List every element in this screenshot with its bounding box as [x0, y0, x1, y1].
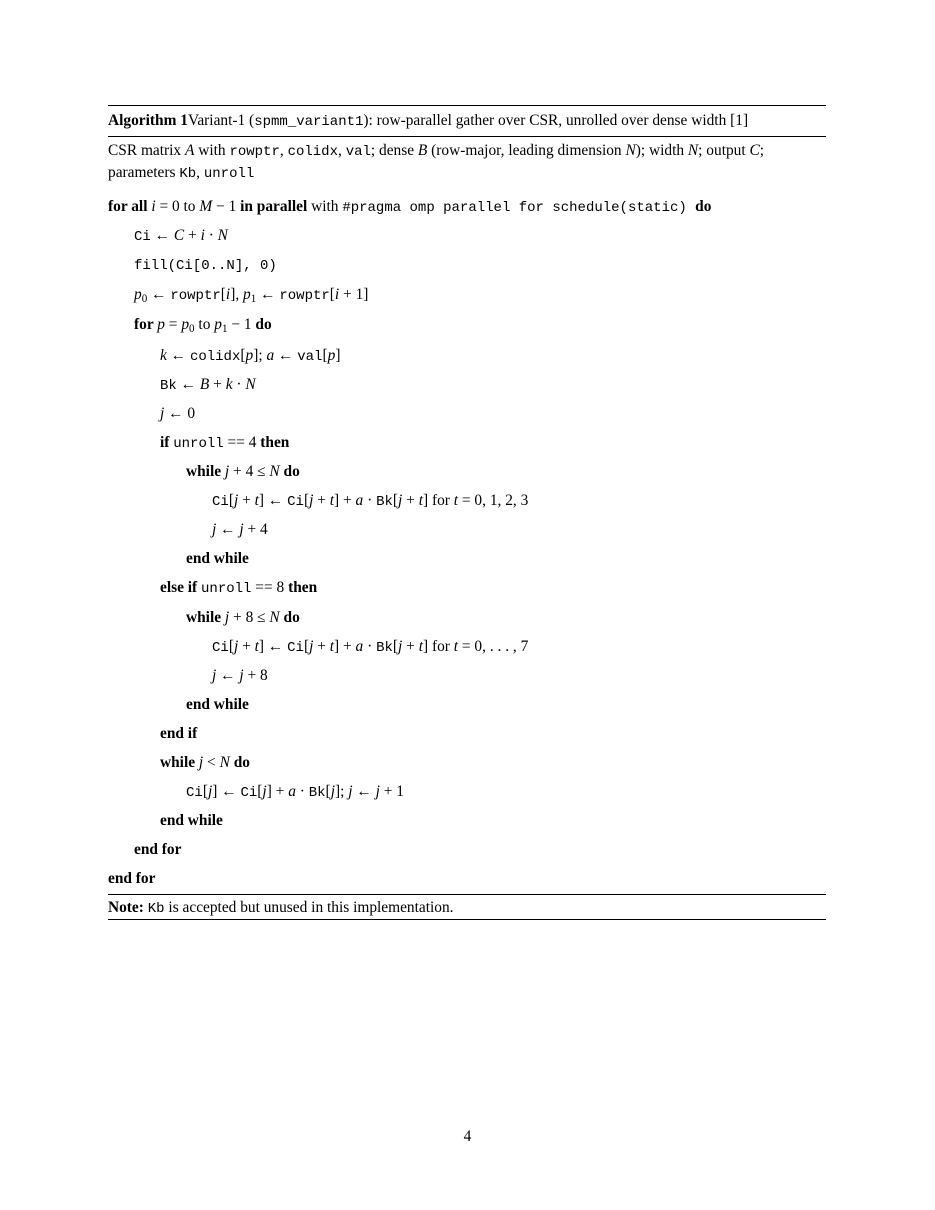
algorithm-token: Ci	[240, 784, 258, 801]
algorithm-token: with	[311, 198, 343, 216]
algorithm-token: Ci	[134, 229, 151, 246]
algorithm-line-p0-p1	[134, 280, 826, 311]
algorithm-token: j	[398, 492, 403, 510]
algorithm-token: a	[355, 492, 364, 510]
note-text: is accepted but unused in this implementation.	[164, 898, 454, 916]
algorithm-token: j	[262, 782, 267, 800]
algorithm-token: p	[214, 316, 222, 334]
algorithm-token: +	[238, 637, 255, 655]
algorithm-caption-ref: [1]	[730, 112, 749, 129]
algorithm-token: j	[348, 782, 353, 800]
algorithm-token: [	[257, 782, 263, 800]
algorithm-block	[108, 105, 826, 920]
algorithm-token: N	[269, 463, 280, 481]
algorithm-token: + 8	[243, 666, 268, 684]
algorithm-token: ] for	[422, 492, 454, 510]
algorithm-token: for all	[108, 198, 152, 216]
algorithm-token: +	[313, 492, 330, 510]
algorithm-token: j	[239, 521, 244, 539]
preamble-code-rowptr: rowptr	[229, 143, 280, 160]
preamble-part8: ;	[698, 141, 703, 159]
algorithm-token: j	[375, 782, 380, 800]
algorithm-token: t	[453, 492, 459, 510]
algorithm-line-end-if	[160, 719, 826, 748]
algorithm-token: k	[160, 346, 167, 364]
algorithm-token: end while	[160, 812, 223, 830]
algorithm-token: ←	[216, 521, 240, 539]
preamble-dim-n2: N	[687, 141, 699, 159]
algorithm-token: [	[228, 492, 234, 510]
algorithm-token: ←	[176, 375, 200, 393]
algorithm-token: j	[309, 637, 314, 655]
algorithm-token: t	[453, 637, 459, 655]
algorithm-line-forall-i	[108, 193, 826, 222]
algorithm-token: j	[207, 782, 213, 800]
algorithm-token: + 4	[243, 521, 268, 539]
note-code: Kb	[147, 900, 165, 917]
algorithm-token: j	[398, 637, 403, 655]
algorithm-token: [	[325, 782, 331, 800]
algorithm-token: Bk	[308, 784, 326, 801]
algorithm-token: [	[392, 637, 399, 655]
algorithm-caption-code: spmm_variant1	[254, 114, 364, 130]
algorithm-token: 1	[221, 323, 228, 336]
algorithm-token: unroll	[201, 581, 252, 598]
preamble-matrix-c: C	[749, 141, 760, 159]
algorithm-token: ·	[204, 227, 218, 245]
algorithm-line-end-while-tail	[160, 807, 826, 836]
preamble-part11: ,	[196, 164, 204, 182]
algorithm-token: Bk	[376, 494, 393, 511]
algorithm-token: ·	[363, 492, 377, 510]
algorithm-line-while-j8	[186, 603, 826, 632]
algorithm-token: to	[183, 198, 200, 216]
algorithm-line-end-while-8	[186, 690, 826, 719]
algorithm-token: p	[245, 346, 254, 364]
algorithm-token: t	[418, 492, 423, 510]
algorithm-token: ]	[335, 346, 341, 364]
algorithm-token: ] for	[422, 637, 454, 655]
preamble-part2: with	[194, 141, 230, 159]
algorithm-token: to	[194, 316, 215, 334]
algorithm-token: ←	[150, 227, 174, 245]
algorithm-bottom-rule	[108, 919, 826, 920]
algorithm-token: j	[330, 782, 335, 800]
algorithm-token: +	[402, 492, 419, 510]
algorithm-token: ];	[253, 346, 267, 364]
algorithm-line-j-zero	[160, 400, 826, 429]
note-label: Note:	[108, 898, 144, 916]
algorithm-token: do	[233, 753, 250, 771]
algorithm-token: + 8 ≤	[229, 608, 270, 626]
algorithm-token: j	[224, 608, 230, 626]
algorithm-token: p	[157, 316, 165, 334]
algorithm-token: Ci	[186, 784, 203, 801]
algorithm-token: i	[334, 285, 340, 303]
algorithm-token: then	[288, 579, 318, 597]
algorithm-token: == 8	[251, 579, 289, 597]
algorithm-token: do	[283, 463, 300, 481]
algorithm-token: i	[225, 285, 231, 303]
preamble-code-colidx: colidx	[287, 143, 338, 160]
algorithm-token: + 1]	[339, 285, 369, 303]
algorithm-caption-label: Algorithm 1	[108, 112, 188, 129]
algorithm-line-ci-update-tail	[186, 777, 826, 806]
algorithm-token: a	[266, 346, 275, 364]
preamble-code-val: val	[345, 143, 371, 160]
algorithm-token: [	[322, 346, 328, 364]
algorithm-token: ←	[147, 285, 171, 303]
algorithm-token: j	[309, 492, 314, 510]
algorithm-token: +	[209, 375, 226, 393]
preamble-matrix-b: B	[417, 141, 428, 159]
algorithm-token: +	[313, 637, 330, 655]
algorithm-token: == 4	[223, 434, 261, 452]
algorithm-note	[108, 895, 826, 919]
algorithm-line-while-j-lt-n	[160, 748, 826, 777]
preamble-part4: ,	[337, 141, 346, 159]
algorithm-token: ];	[334, 782, 349, 800]
preamble-part9: output	[706, 141, 750, 159]
algorithm-token: ] ←	[258, 492, 288, 510]
algorithm-token: C	[173, 227, 185, 245]
algorithm-token: ] +	[334, 637, 356, 655]
algorithm-token: ←	[166, 346, 190, 364]
algorithm-token: ] ←	[258, 637, 288, 655]
algorithm-token: t	[254, 492, 259, 510]
algorithm-token: + 1	[379, 782, 404, 800]
page-number: 4	[463, 1128, 472, 1145]
algorithm-token: rowptr	[170, 287, 221, 304]
algorithm-token: ] ←	[212, 782, 241, 800]
algorithm-token: Bk	[376, 639, 393, 656]
preamble-dim-n: N	[625, 141, 636, 159]
algorithm-token: t	[254, 637, 259, 655]
preamble-part6: (row-major, leading dimension	[427, 141, 626, 159]
algorithm-line-while-j4	[186, 458, 826, 487]
algorithm-line-j-inc-8	[212, 661, 826, 690]
algorithm-line-ci-update-8	[212, 632, 826, 661]
algorithm-token: i	[151, 198, 156, 216]
algorithm-token: a	[288, 782, 296, 800]
algorithm-token: ←	[352, 782, 376, 800]
algorithm-token: while	[186, 608, 225, 626]
algorithm-token: Ci	[212, 639, 229, 656]
algorithm-token: if	[160, 434, 174, 452]
algorithm-token: do	[255, 316, 272, 334]
algorithm-token: Ci	[287, 639, 304, 656]
algorithm-token: unroll	[173, 436, 224, 453]
algorithm-line-k-a-assign	[160, 341, 826, 370]
algorithm-token: [	[228, 637, 234, 655]
algorithm-token: = 0, 1, 2, 3	[458, 492, 529, 510]
algorithm-token: +	[238, 492, 255, 510]
algorithm-line-j-inc-4	[212, 516, 826, 545]
algorithm-line-end-while-4	[186, 545, 826, 574]
algorithm-token: rowptr	[279, 287, 330, 304]
algorithm-token: +	[402, 637, 419, 655]
algorithm-token: j	[160, 405, 165, 423]
preamble-part1: CSR matrix	[108, 141, 185, 159]
algorithm-token: fill(Ci[0..N], 0)	[134, 258, 277, 275]
algorithm-token: = 0	[155, 198, 184, 216]
algorithm-token: − 1	[227, 316, 256, 334]
preamble-part5: ; dense	[370, 141, 418, 159]
algorithm-token: 0	[189, 323, 195, 336]
algorithm-line-for-p	[134, 311, 826, 342]
algorithm-token: end if	[160, 724, 198, 742]
algorithm-token: colidx	[189, 348, 241, 365]
algorithm-token: <	[203, 753, 220, 771]
algorithm-token: a	[355, 637, 364, 655]
algorithm-token: else if	[160, 579, 202, 597]
algorithm-token: − 1	[212, 198, 241, 216]
algorithm-token: Ci	[212, 494, 229, 511]
algorithm-token: then	[260, 434, 290, 452]
algorithm-token: ] +	[334, 492, 356, 510]
algorithm-token: t	[329, 637, 335, 655]
algorithm-token: for	[134, 316, 158, 334]
algorithm-token: p	[134, 285, 142, 303]
algorithm-token: do	[283, 608, 300, 626]
algorithm-line-ci-update-4	[212, 487, 826, 516]
algorithm-token: j	[212, 666, 217, 684]
algorithm-token: N	[245, 375, 256, 393]
algorithm-token: [	[392, 492, 399, 510]
algorithm-token: 0	[141, 292, 148, 305]
algorithm-token: t	[418, 637, 423, 655]
algorithm-line-ci-assign	[134, 222, 826, 251]
algorithm-token: ·	[295, 782, 309, 800]
algorithm-token: end while	[186, 695, 249, 713]
algorithm-token: j	[212, 521, 217, 539]
algorithm-token: N	[217, 227, 228, 245]
algorithm-line-if-unroll-4	[160, 429, 826, 458]
algorithm-token: N	[269, 608, 280, 626]
algorithm-token: [	[303, 492, 310, 510]
algorithm-token: j	[224, 463, 230, 481]
algorithm-line-else-if-unroll-8	[160, 574, 826, 603]
algorithm-token: j	[233, 492, 239, 510]
algorithm-lines	[108, 187, 826, 894]
algorithm-token: ·	[232, 375, 246, 393]
algorithm-token: k	[225, 375, 233, 393]
algorithm-preamble	[108, 137, 826, 187]
algorithm-line-bk-assign	[160, 370, 826, 399]
algorithm-token: M	[199, 198, 213, 216]
algorithm-token: #pragma omp parallel for schedule(static)	[342, 200, 696, 217]
algorithm-token: end for	[134, 841, 182, 859]
algorithm-line-end-for-p	[134, 836, 826, 865]
algorithm-token: p	[327, 346, 336, 364]
algorithm-token: do	[695, 198, 712, 216]
algorithm-token: ←	[256, 285, 280, 303]
algorithm-token: ←	[274, 346, 298, 364]
algorithm-token: in parallel	[240, 198, 312, 216]
preamble-code-unroll: unroll	[203, 166, 255, 183]
algorithm-caption-text-1: Variant-1 (	[187, 112, 255, 129]
algorithm-token: +	[184, 227, 201, 245]
preamble-part7: ); width	[635, 141, 688, 159]
algorithm-token: t	[329, 492, 335, 510]
algorithm-token: end for	[108, 870, 156, 888]
algorithm-token: = 0, . . . , 7	[458, 637, 529, 655]
algorithm-token: [	[202, 782, 208, 800]
algorithm-token: val	[297, 348, 323, 365]
algorithm-token: =	[164, 316, 182, 334]
algorithm-token: while	[186, 463, 225, 481]
algorithm-token: [	[240, 346, 246, 364]
algorithm-token: j	[233, 637, 239, 655]
preamble-matrix-a: A	[184, 141, 195, 159]
algorithm-token: [	[329, 285, 335, 303]
algorithm-token: ],	[230, 285, 244, 303]
algorithm-token: Bk	[160, 377, 177, 394]
algorithm-token: [	[303, 637, 310, 655]
algorithm-caption-text-2: ): row-parallel gather over CSR, unrolled over dense width	[363, 112, 727, 129]
algorithm-token: j	[239, 666, 244, 684]
algorithm-token: N	[219, 753, 230, 771]
algorithm-token: while	[160, 753, 199, 771]
algorithm-token: p	[243, 285, 251, 303]
algorithm-token: [	[220, 285, 226, 303]
algorithm-line-fill-ci	[134, 251, 826, 280]
preamble-part3: ,	[279, 141, 288, 159]
algorithm-token: ←	[216, 666, 240, 684]
preamble-part10: ; parameters	[108, 141, 765, 182]
algorithm-token: ← 0	[164, 405, 196, 423]
algorithm-token: i	[200, 227, 205, 245]
preamble-code-kb: Kb	[179, 166, 197, 183]
algorithm-token: j	[198, 753, 204, 771]
algorithm-token: end while	[186, 550, 249, 568]
algorithm-token: 1	[250, 292, 257, 305]
algorithm-token: ·	[363, 637, 377, 655]
algorithm-token: Ci	[287, 494, 304, 511]
algorithm-token: + 4 ≤	[229, 463, 270, 481]
algorithm-line-end-for-i	[108, 865, 826, 894]
algorithm-token: p	[181, 316, 190, 334]
algorithm-token: ] +	[266, 782, 289, 800]
algorithm-caption	[108, 106, 826, 136]
algorithm-token: B	[199, 375, 210, 393]
